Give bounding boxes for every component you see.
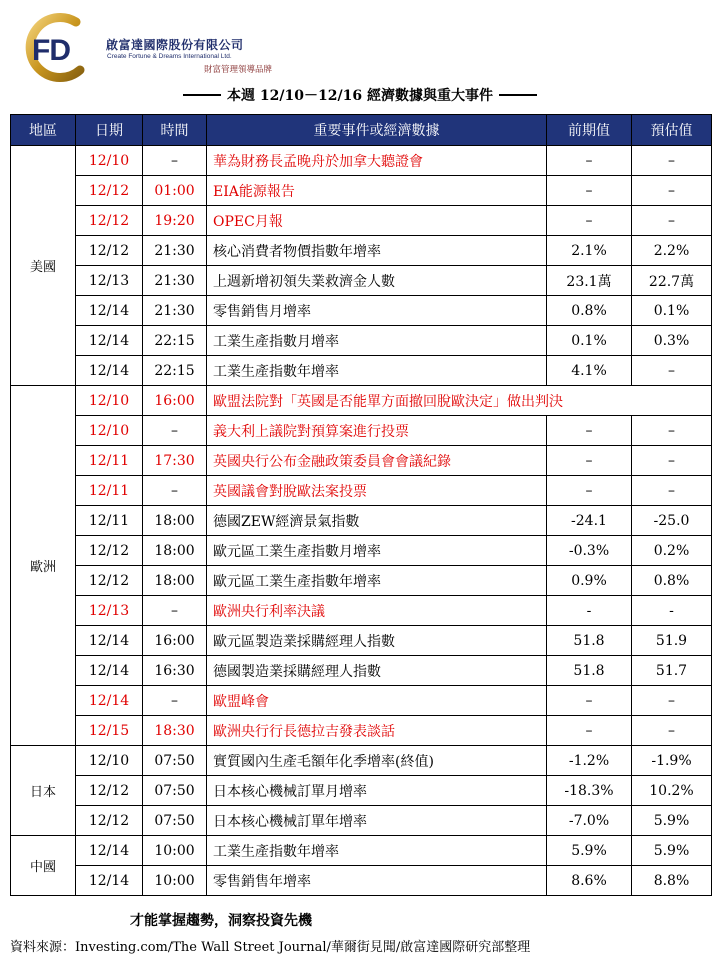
row-date: 12/10 bbox=[76, 386, 143, 416]
row-time: 07:50 bbox=[143, 806, 207, 836]
row-estimate: 2.2% bbox=[632, 236, 712, 266]
row-previous: – bbox=[547, 146, 632, 176]
row-event: 實質國內生產毛額年化季增率(終值) bbox=[207, 746, 547, 776]
row-event: 工業生產指數年增率 bbox=[207, 356, 547, 386]
row-previous: -0.3% bbox=[547, 536, 632, 566]
row-event: 英國央行公布金融政策委員會會議紀錄 bbox=[207, 446, 547, 476]
row-estimate: 8.8% bbox=[632, 866, 712, 896]
row-event: 義大利上議院對預算案進行投票 bbox=[207, 416, 547, 446]
row-time: 22:15 bbox=[143, 326, 207, 356]
row-estimate: – bbox=[632, 446, 712, 476]
row-estimate: - bbox=[632, 596, 712, 626]
row-time: – bbox=[143, 686, 207, 716]
row-previous: – bbox=[547, 416, 632, 446]
row-estimate: 5.9% bbox=[632, 806, 712, 836]
row-event: 歐元區製造業採購經理人指數 bbox=[207, 626, 547, 656]
title-row bbox=[0, 84, 720, 106]
company-logo bbox=[18, 12, 308, 84]
row-date: 12/14 bbox=[76, 686, 143, 716]
row-date: 12/14 bbox=[76, 656, 143, 686]
table-row bbox=[11, 566, 712, 596]
row-estimate: -1.9% bbox=[632, 746, 712, 776]
row-previous: -7.0% bbox=[547, 806, 632, 836]
row-estimate: – bbox=[632, 686, 712, 716]
row-date: 12/12 bbox=[76, 806, 143, 836]
row-previous: 0.9% bbox=[547, 566, 632, 596]
row-previous: – bbox=[547, 176, 632, 206]
row-previous: -1.2% bbox=[547, 746, 632, 776]
row-date: 12/11 bbox=[76, 506, 143, 536]
row-estimate: 5.9% bbox=[632, 836, 712, 866]
row-event: 零售銷售年增率 bbox=[207, 866, 547, 896]
row-previous: – bbox=[547, 206, 632, 236]
table-row bbox=[11, 386, 712, 416]
row-time: 16:00 bbox=[143, 386, 207, 416]
row-date: 12/14 bbox=[76, 296, 143, 326]
row-previous: -24.1 bbox=[547, 506, 632, 536]
row-date: 12/10 bbox=[76, 746, 143, 776]
row-event: OPEC月報 bbox=[207, 206, 547, 236]
row-time: 07:50 bbox=[143, 746, 207, 776]
row-event: EIA能源報告 bbox=[207, 176, 547, 206]
row-estimate: 10.2% bbox=[632, 776, 712, 806]
row-time: 21:30 bbox=[143, 266, 207, 296]
row-previous: 51.8 bbox=[547, 626, 632, 656]
title-left-rule bbox=[183, 94, 221, 96]
table-row bbox=[11, 626, 712, 656]
header-estimate: 預估值 bbox=[632, 115, 712, 146]
title-right-rule bbox=[499, 94, 537, 96]
table-row bbox=[11, 416, 712, 446]
row-date: 12/10 bbox=[76, 146, 143, 176]
row-time: 16:30 bbox=[143, 656, 207, 686]
row-time: 18:30 bbox=[143, 716, 207, 746]
table-row bbox=[11, 716, 712, 746]
row-event: 德國製造業採購經理人指數 bbox=[207, 656, 547, 686]
row-estimate: 0.8% bbox=[632, 566, 712, 596]
row-estimate: – bbox=[632, 356, 712, 386]
row-time: 10:00 bbox=[143, 866, 207, 896]
row-event: 日本核心機械訂單月增率 bbox=[207, 776, 547, 806]
table-row bbox=[11, 266, 712, 296]
row-date: 12/14 bbox=[76, 626, 143, 656]
region-china: 中國 bbox=[11, 836, 76, 896]
slogan: 才能掌握趨勢，洞察投資先機 bbox=[130, 913, 312, 929]
row-previous: 23.1萬 bbox=[547, 266, 632, 296]
row-event: 歐洲央行利率決議 bbox=[207, 596, 547, 626]
source-note: 資料來源：Investing.com/The Wall Street Journal/華爾街見聞/啟富達國際研究部整理 bbox=[10, 940, 531, 955]
row-event: 工業生產指數年增率 bbox=[207, 836, 547, 866]
row-date: 12/12 bbox=[76, 566, 143, 596]
row-date: 12/11 bbox=[76, 446, 143, 476]
row-event: 核心消費者物價指數年增率 bbox=[207, 236, 547, 266]
row-event: 上週新增初領失業救濟金人數 bbox=[207, 266, 547, 296]
page-title: 本週 12/10－12/16 經濟數據與重大事件 bbox=[227, 88, 493, 104]
row-time: 17:30 bbox=[143, 446, 207, 476]
events-table bbox=[10, 114, 712, 896]
logo-mark: FD bbox=[32, 34, 70, 67]
header-date: 日期 bbox=[76, 115, 143, 146]
row-estimate: – bbox=[632, 176, 712, 206]
table-row bbox=[11, 656, 712, 686]
row-event: 零售銷售月增率 bbox=[207, 296, 547, 326]
table-row bbox=[11, 746, 712, 776]
table-row bbox=[11, 506, 712, 536]
row-time: 01:00 bbox=[143, 176, 207, 206]
row-previous: – bbox=[547, 476, 632, 506]
header-event: 重要事件或經濟數據 bbox=[207, 115, 547, 146]
row-date: 12/14 bbox=[76, 326, 143, 356]
row-previous: 2.1% bbox=[547, 236, 632, 266]
row-estimate: 0.1% bbox=[632, 296, 712, 326]
row-event: 英國議會對脫歐法案投票 bbox=[207, 476, 547, 506]
region-europe: 歐洲 bbox=[11, 386, 76, 746]
row-estimate: – bbox=[632, 716, 712, 746]
table-row bbox=[11, 326, 712, 356]
row-event: 華為財務長孟晚舟於加拿大聽證會 bbox=[207, 146, 547, 176]
company-name: 啟富達國際股份有限公司 bbox=[106, 38, 244, 52]
row-date: 12/14 bbox=[76, 836, 143, 866]
row-date: 12/15 bbox=[76, 716, 143, 746]
table-header-row bbox=[11, 115, 712, 146]
table-row bbox=[11, 206, 712, 236]
row-date: 12/12 bbox=[76, 236, 143, 266]
table-row bbox=[11, 236, 712, 266]
row-event: 工業生產指數月增率 bbox=[207, 326, 547, 356]
table-row bbox=[11, 686, 712, 716]
row-previous: – bbox=[547, 716, 632, 746]
row-previous: 4.1% bbox=[547, 356, 632, 386]
row-time: 10:00 bbox=[143, 836, 207, 866]
row-time: – bbox=[143, 146, 207, 176]
row-date: 12/12 bbox=[76, 536, 143, 566]
row-event: 歐盟法院對「英國是否能單方面撤回脫歐決定」做出判決 bbox=[207, 386, 712, 416]
row-time: – bbox=[143, 596, 207, 626]
row-event: 德國ZEW經濟景氣指數 bbox=[207, 506, 547, 536]
row-date: 12/14 bbox=[76, 356, 143, 386]
row-time: 21:30 bbox=[143, 236, 207, 266]
header-region: 地區 bbox=[11, 115, 76, 146]
table-row bbox=[11, 866, 712, 896]
row-previous: 0.1% bbox=[547, 326, 632, 356]
header-time: 時間 bbox=[143, 115, 207, 146]
row-event: 日本核心機械訂單年增率 bbox=[207, 806, 547, 836]
row-date: 12/12 bbox=[76, 776, 143, 806]
row-estimate: 51.9 bbox=[632, 626, 712, 656]
table-row bbox=[11, 836, 712, 866]
region-japan: 日本 bbox=[11, 746, 76, 836]
row-time: 16:00 bbox=[143, 626, 207, 656]
row-time: 22:15 bbox=[143, 356, 207, 386]
row-event: 歐元區工業生產指數年增率 bbox=[207, 566, 547, 596]
table-row bbox=[11, 296, 712, 326]
company-name-en: Create Fortune & Dreams International Ltd. bbox=[107, 53, 232, 60]
row-time: – bbox=[143, 416, 207, 446]
row-event: 歐盟峰會 bbox=[207, 686, 547, 716]
row-previous: 5.9% bbox=[547, 836, 632, 866]
table-row bbox=[11, 806, 712, 836]
row-estimate: – bbox=[632, 416, 712, 446]
row-previous: 8.6% bbox=[547, 866, 632, 896]
row-time: – bbox=[143, 476, 207, 506]
row-date: 12/13 bbox=[76, 266, 143, 296]
brand-slogan: 財富管理領導品牌 bbox=[204, 65, 273, 75]
row-date: 12/13 bbox=[76, 596, 143, 626]
row-estimate: – bbox=[632, 206, 712, 236]
table-row bbox=[11, 596, 712, 626]
row-estimate: – bbox=[632, 146, 712, 176]
row-previous: - bbox=[547, 596, 632, 626]
table-row bbox=[11, 536, 712, 566]
row-event: 歐元區工業生產指數月增率 bbox=[207, 536, 547, 566]
row-previous: -18.3% bbox=[547, 776, 632, 806]
row-previous: – bbox=[547, 686, 632, 716]
row-time: 21:30 bbox=[143, 296, 207, 326]
row-previous: 0.8% bbox=[547, 296, 632, 326]
row-date: 12/10 bbox=[76, 416, 143, 446]
row-date: 12/14 bbox=[76, 866, 143, 896]
row-estimate: 0.2% bbox=[632, 536, 712, 566]
table-row bbox=[11, 446, 712, 476]
row-time: 18:00 bbox=[143, 536, 207, 566]
table-row bbox=[11, 176, 712, 206]
table-row bbox=[11, 476, 712, 506]
row-estimate: 0.3% bbox=[632, 326, 712, 356]
row-time: 19:20 bbox=[143, 206, 207, 236]
header-previous: 前期值 bbox=[547, 115, 632, 146]
row-time: 07:50 bbox=[143, 776, 207, 806]
table-row bbox=[11, 356, 712, 386]
row-estimate: 51.7 bbox=[632, 656, 712, 686]
region-us: 美國 bbox=[11, 146, 76, 386]
row-previous: 51.8 bbox=[547, 656, 632, 686]
table-row bbox=[11, 146, 712, 176]
row-estimate: 22.7萬 bbox=[632, 266, 712, 296]
row-previous: – bbox=[547, 446, 632, 476]
row-date: 12/12 bbox=[76, 206, 143, 236]
table-row bbox=[11, 776, 712, 806]
row-event: 歐洲央行行長德拉吉發表談話 bbox=[207, 716, 547, 746]
row-time: 18:00 bbox=[143, 506, 207, 536]
row-estimate: -25.0 bbox=[632, 506, 712, 536]
row-estimate: – bbox=[632, 476, 712, 506]
row-date: 12/11 bbox=[76, 476, 143, 506]
row-time: 18:00 bbox=[143, 566, 207, 596]
row-date: 12/12 bbox=[76, 176, 143, 206]
